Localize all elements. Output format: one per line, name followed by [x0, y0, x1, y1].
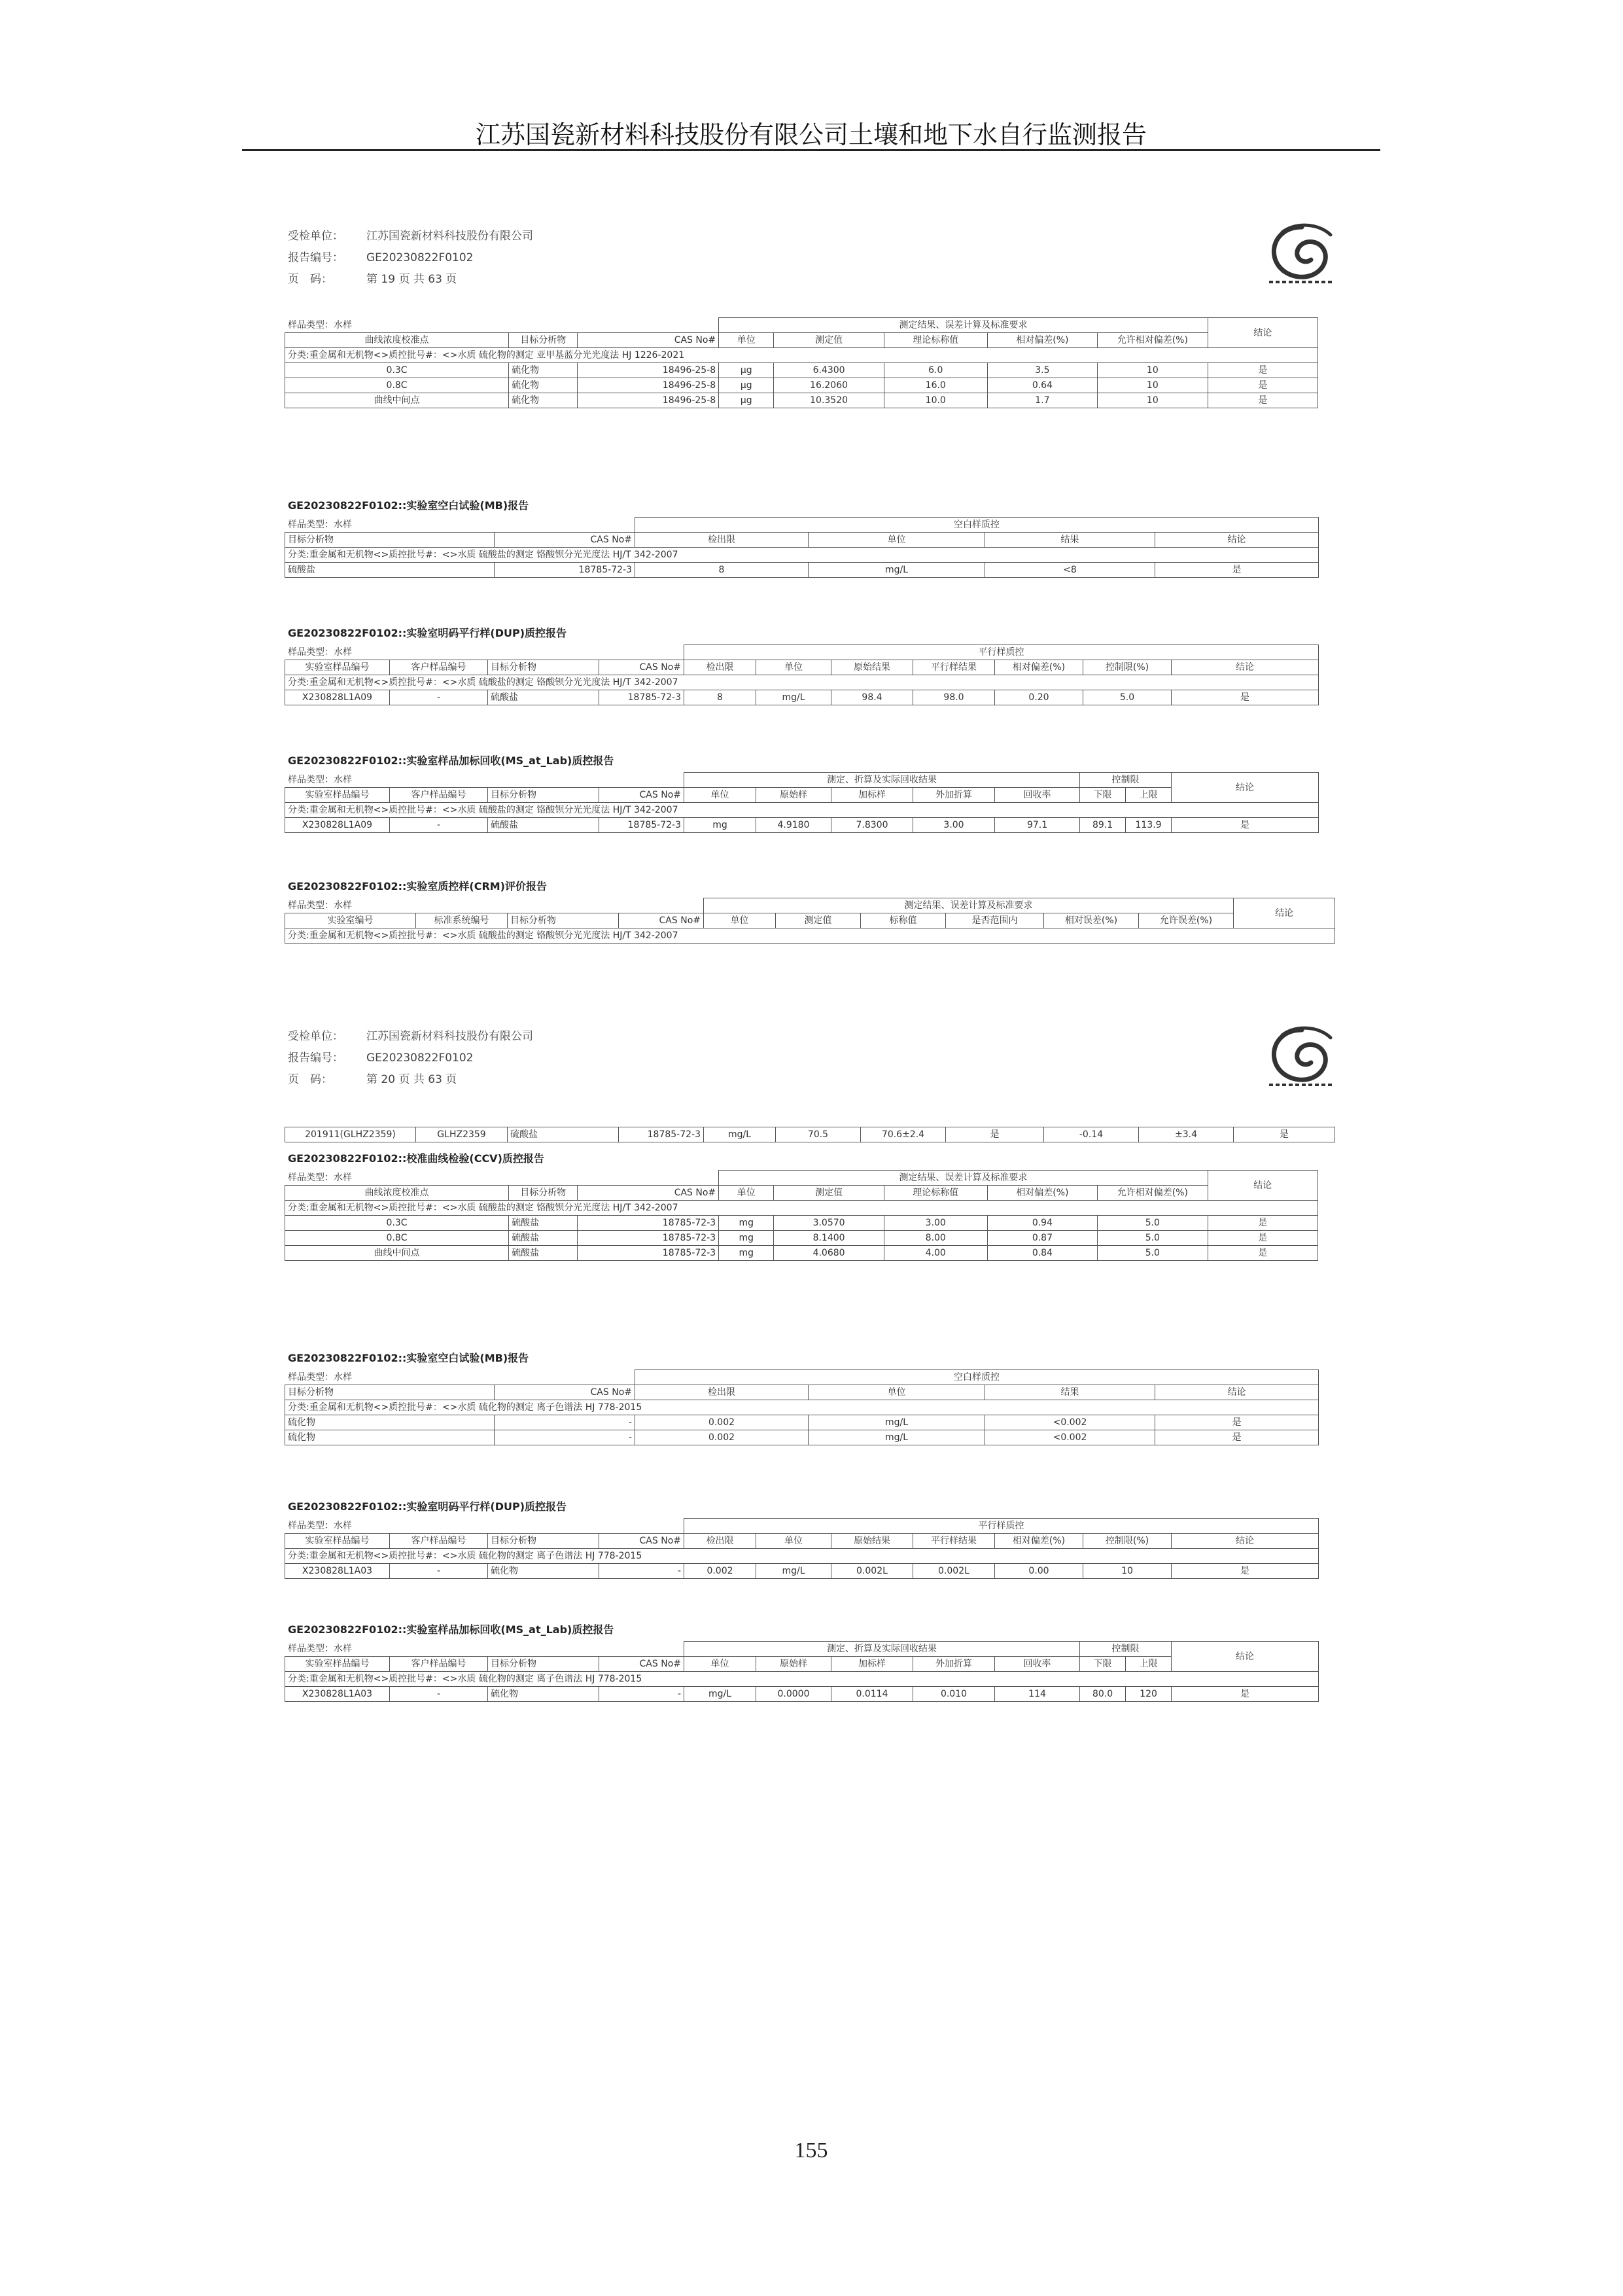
cell: 5.0	[1098, 1231, 1208, 1246]
cell: 18496-25-8	[578, 378, 719, 393]
cell: 0.8C	[285, 1231, 509, 1246]
block1-meta	[288, 226, 533, 291]
cell: 10	[1098, 363, 1208, 378]
cell: 18785-72-3	[495, 563, 635, 578]
page-number: 155	[794, 2138, 828, 2163]
cell: 4.0680	[774, 1246, 884, 1261]
cell: 0.3C	[285, 1216, 509, 1231]
cell: μg	[719, 378, 774, 393]
col-header: 曲线浓度校准点	[285, 1186, 509, 1201]
block2-meta	[288, 1026, 533, 1091]
ccv-table	[285, 1170, 1318, 1261]
method-row: 分类:重金属和无机物<>质控批号#：<>水质 硫化物的测定 离子色谱法 HJ 778-2015	[285, 1400, 1319, 1415]
col-header: 相对偏差(%)	[995, 1534, 1083, 1549]
table-row	[285, 363, 1318, 378]
sample-type: 样品类型：水样	[285, 898, 704, 913]
method-row: 分类:重金属和无机物<>质控批号#：<>水质 硫酸盐的测定 铬酸钡分光光度法 HJ/T 342-2007	[285, 803, 1319, 818]
col-header: 加标样	[831, 788, 913, 803]
group-header: 平行样质控	[684, 1519, 1319, 1534]
report-no-label: 报告编号：	[288, 1051, 343, 1065]
cell: mg/L	[756, 1564, 831, 1579]
cell: mg/L	[809, 1430, 985, 1445]
spike-recovery-table	[285, 1641, 1319, 1702]
cell: -	[390, 1564, 488, 1579]
col-header: 结论	[1172, 660, 1319, 675]
cell: mg	[719, 1231, 774, 1246]
section-title: GE20230822F0102::校准曲线检验(CCV)质控报告	[288, 1152, 544, 1165]
cell: -	[495, 1430, 635, 1445]
cell: 是	[1172, 818, 1319, 833]
client-label: 受检单位：	[288, 1030, 343, 1043]
table-row	[285, 1564, 1319, 1579]
cell: 8	[635, 563, 809, 578]
col-header: 检出限	[635, 1385, 809, 1400]
cell: 硫化物	[285, 1430, 495, 1445]
col-header: 平行样结果	[913, 660, 995, 675]
table-row	[285, 818, 1319, 833]
cell: 18785-72-3	[599, 690, 684, 705]
cell: 89.1	[1080, 818, 1126, 833]
report-no: GE20230822F0102	[366, 1051, 474, 1065]
table-row	[285, 563, 1319, 578]
report-no-label: 报告编号：	[288, 251, 343, 264]
col-header: 目标分析物	[285, 1385, 495, 1400]
col-header: 客户样品编号	[390, 1534, 488, 1549]
col-header: 结论	[1172, 1534, 1319, 1549]
cell: 0.64	[987, 378, 1097, 393]
cell: 硫化物	[509, 363, 578, 378]
col-header: 测定值	[774, 333, 884, 348]
cell: 3.5	[987, 363, 1097, 378]
cell: 硫酸盐	[509, 1246, 578, 1261]
cell: 5.0	[1098, 1216, 1208, 1231]
duplicate-table	[285, 645, 1319, 705]
method-row: 分类:重金属和无机物<>质控批号#：<>水质 硫化物的测定 离子色谱法 HJ 778-2015	[285, 1672, 1319, 1687]
cell: 硫酸盐	[488, 818, 599, 833]
col-header: 客户样品编号	[390, 788, 488, 803]
cell: -0.14	[1044, 1127, 1139, 1142]
cell: 曲线中间点	[285, 1246, 509, 1261]
cell: 113.9	[1126, 818, 1172, 833]
col-header: CAS No#	[495, 533, 635, 548]
conclusion-header: 结论	[1172, 773, 1319, 803]
col-header: 单位	[704, 913, 776, 928]
cell: 114	[995, 1687, 1080, 1702]
conclusion-header: 结论	[1208, 1171, 1318, 1201]
col-header: 原始结果	[831, 1534, 913, 1549]
col-header: CAS No#	[578, 1186, 719, 1201]
col-header: CAS No#	[495, 1385, 635, 1400]
cell: 1.7	[987, 393, 1097, 408]
method-row: 分类:重金属和无机物<>质控批号#：<>水质 硫酸盐的测定 铬酸钡分光光度法 HJ/T 342-2007	[285, 1201, 1318, 1216]
curve-check-table	[285, 317, 1318, 408]
col-header: 单位	[719, 333, 774, 348]
col-header: 结论	[1155, 533, 1319, 548]
col-header: 单位	[756, 660, 831, 675]
cell: 120	[1126, 1687, 1172, 1702]
col-header: 相对偏差(%)	[995, 660, 1083, 675]
sample-type: 样品类型：水样	[285, 1171, 719, 1186]
method-row: 分类:重金属和无机物<>质控批号#：<>水质 硫酸盐的测定 铬酸钡分光光度法 HJ/T 342-2007	[285, 675, 1319, 690]
col-header: 实验室样品编号	[285, 1657, 390, 1672]
col-header: CAS No#	[599, 660, 684, 675]
col-header: 回收率	[995, 1657, 1080, 1672]
col-header: CAS No#	[599, 1657, 684, 1672]
cell: 0.002L	[831, 1564, 913, 1579]
cell: 硫化物	[285, 1415, 495, 1430]
cell: μg	[719, 363, 774, 378]
col-header: 结果	[985, 533, 1155, 548]
page-label: 页 码：	[288, 1073, 332, 1086]
cell: 0.0000	[756, 1687, 831, 1702]
cell: 18496-25-8	[578, 363, 719, 378]
cell: 18785-72-3	[578, 1246, 719, 1261]
col-header: 客户样品编号	[390, 660, 488, 675]
page-text: 第 20 页 共 63 页	[366, 1073, 457, 1086]
cell: mg/L	[756, 690, 831, 705]
cell: ±3.4	[1139, 1127, 1234, 1142]
table-row	[285, 1127, 1335, 1142]
cell: -	[390, 690, 488, 705]
sample-type: 样品类型：水样	[285, 1370, 635, 1385]
table-row	[285, 1246, 1318, 1261]
col-header: 原始样	[756, 1657, 831, 1672]
col-header: 曲线浓度校准点	[285, 333, 509, 348]
cell: 10	[1098, 393, 1208, 408]
cell: -	[495, 1415, 635, 1430]
cell: <8	[985, 563, 1155, 578]
section-title: GE20230822F0102::实验室空白试验(MB)报告	[288, 499, 529, 512]
control-limit-header: 控制限	[1080, 773, 1172, 788]
col-header: 单位	[809, 1385, 985, 1400]
cell: 是	[1172, 1564, 1319, 1579]
cell: 0.3C	[285, 363, 509, 378]
col-header: 目标分析物	[488, 1534, 599, 1549]
conclusion-header: 结论	[1208, 318, 1318, 348]
cell: 0.010	[913, 1687, 995, 1702]
col-header: 下限	[1080, 1657, 1126, 1672]
col-header: 原始结果	[831, 660, 913, 675]
cell: 是	[1208, 1231, 1318, 1246]
section-title: GE20230822F0102::实验室明码平行样(DUP)质控报告	[288, 1500, 567, 1513]
group-header: 平行样质控	[684, 645, 1319, 660]
sample-type: 样品类型：水样	[285, 1642, 684, 1657]
group-header: 测定结果、误差计算及标准要求	[704, 898, 1234, 913]
spike-recovery-table	[285, 772, 1319, 833]
cell: 18496-25-8	[578, 393, 719, 408]
col-header: 实验室样品编号	[285, 788, 390, 803]
cell: X230828L1A09	[285, 690, 390, 705]
col-header: 测定值	[774, 1186, 884, 1201]
document-title: 江苏国瓷新材料科技股份有限公司土壤和地下水自行监测报告	[475, 120, 1147, 149]
cell: mg/L	[704, 1127, 776, 1142]
col-header: 加标样	[831, 1657, 913, 1672]
group-header: 测定、折算及实际回收结果	[684, 1642, 1080, 1657]
cell: 70.5	[776, 1127, 861, 1142]
cell: 0.94	[987, 1216, 1097, 1231]
title-rule	[242, 149, 1380, 151]
cell: mg/L	[809, 563, 985, 578]
cell: 7.8300	[831, 818, 913, 833]
cell: X230828L1A03	[285, 1564, 390, 1579]
cell: 6.4300	[774, 363, 884, 378]
cell: 18785-72-3	[578, 1231, 719, 1246]
cell: 硫化物	[488, 1687, 599, 1702]
col-header: 实验室样品编号	[285, 1534, 390, 1549]
sample-type: 样品类型：水样	[285, 1519, 684, 1534]
section-title: GE20230822F0102::实验室质控样(CRM)评价报告	[288, 880, 547, 892]
cell: mg	[719, 1216, 774, 1231]
col-header: CAS No#	[599, 1534, 684, 1549]
sample-type: 样品类型：水样	[285, 773, 684, 788]
blank-table	[285, 1369, 1319, 1445]
cell: 硫化物	[509, 378, 578, 393]
cell: 0.002	[684, 1564, 756, 1579]
cell: 18785-72-3	[619, 1127, 704, 1142]
group-header: 空白样质控	[635, 518, 1319, 533]
col-header: 单位	[684, 788, 756, 803]
col-header: 允许误差(%)	[1139, 913, 1234, 928]
cell: 8.00	[884, 1231, 987, 1246]
cell: mg	[719, 1246, 774, 1261]
col-header: 外加折算	[913, 1657, 995, 1672]
cell: 硫酸盐	[508, 1127, 619, 1142]
client-name: 江苏国瓷新材料科技股份有限公司	[366, 230, 533, 243]
cell: 6.0	[884, 363, 987, 378]
col-header: 下限	[1080, 788, 1126, 803]
group-header: 测定、折算及实际回收结果	[684, 773, 1080, 788]
group-header: 空白样质控	[635, 1370, 1319, 1385]
method-row: 分类:重金属和无机物<>质控批号#：<>水质 硫酸盐的测定 铬酸钡分光光度法 HJ/T 342-2007	[285, 548, 1319, 563]
col-header: 相对误差(%)	[1044, 913, 1139, 928]
cell: -	[599, 1687, 684, 1702]
col-header: 目标分析物	[488, 660, 599, 675]
method-row: 分类:重金属和无机物<>质控批号#：<>水质 硫化物的测定 离子色谱法 HJ 778-2015	[285, 1549, 1319, 1564]
col-header: 单位	[756, 1534, 831, 1549]
cell: 0.87	[987, 1231, 1097, 1246]
cell: 硫酸盐	[509, 1216, 578, 1231]
col-header: 原始样	[756, 788, 831, 803]
cell: mg	[684, 818, 756, 833]
col-header: 目标分析物	[509, 1186, 578, 1201]
cell: 曲线中间点	[285, 393, 509, 408]
cell: 10.0	[884, 393, 987, 408]
cell: 4.00	[884, 1246, 987, 1261]
col-header: 回收率	[995, 788, 1080, 803]
col-header: CAS No#	[599, 788, 684, 803]
cell: 70.6±2.4	[861, 1127, 946, 1142]
method-row: 分类:重金属和无机物<>质控批号#：<>水质 硫酸盐的测定 铬酸钡分光光度法 HJ/T 342-2007	[285, 928, 1335, 944]
cell: 3.0570	[774, 1216, 884, 1231]
section-title: GE20230822F0102::实验室空白试验(MB)报告	[288, 1352, 529, 1364]
cell: 硫化物	[488, 1564, 599, 1579]
cell: 18785-72-3	[599, 818, 684, 833]
conclusion-header: 结论	[1172, 1642, 1319, 1672]
crm-table	[285, 898, 1335, 944]
col-header: 允许相对偏差(%)	[1098, 1186, 1208, 1201]
page-label: 页 码：	[288, 273, 332, 286]
col-header: CAS No#	[578, 333, 719, 348]
table-row	[285, 1216, 1318, 1231]
cell: 0.0114	[831, 1687, 913, 1702]
cell: GLHZ2359	[416, 1127, 508, 1142]
sample-type: 样品类型：水样	[285, 645, 684, 660]
cell: 0.002	[635, 1430, 809, 1445]
cell: <0.002	[985, 1415, 1155, 1430]
sample-type: 样品类型：水样	[285, 318, 719, 333]
cell: mg/L	[684, 1687, 756, 1702]
col-header: 检出限	[684, 660, 756, 675]
col-header: 上限	[1126, 1657, 1172, 1672]
client-name: 江苏国瓷新材料科技股份有限公司	[366, 1030, 533, 1043]
cell: 是	[1208, 1246, 1318, 1261]
cell: X230828L1A03	[285, 1687, 390, 1702]
cell: 98.0	[913, 690, 995, 705]
col-header: 单位	[719, 1186, 774, 1201]
cell: 16.0	[884, 378, 987, 393]
cell: 0.00	[995, 1564, 1083, 1579]
cell: μg	[719, 393, 774, 408]
cell: 硫酸盐	[509, 1231, 578, 1246]
col-header: 标称值	[861, 913, 946, 928]
cell: 80.0	[1080, 1687, 1126, 1702]
cell: 8.1400	[774, 1231, 884, 1246]
col-header: 理论标称值	[884, 333, 987, 348]
cell: 是	[1172, 690, 1319, 705]
table-row	[285, 378, 1318, 393]
company-logo-icon	[1263, 1022, 1341, 1091]
cell: 0.84	[987, 1246, 1097, 1261]
cell: 硫酸盐	[285, 563, 495, 578]
col-header: 检出限	[635, 533, 809, 548]
cell: 10	[1083, 1564, 1172, 1579]
col-header: 标准系统编号	[416, 913, 508, 928]
cell: 3.00	[884, 1216, 987, 1231]
duplicate-table	[285, 1518, 1319, 1579]
cell: 0.002	[635, 1415, 809, 1430]
cell: 0.8C	[285, 378, 509, 393]
col-header: 结果	[985, 1385, 1155, 1400]
section-title: GE20230822F0102::实验室明码平行样(DUP)质控报告	[288, 627, 567, 639]
col-header: CAS No#	[619, 913, 704, 928]
cell: 10	[1098, 378, 1208, 393]
cell: 是	[1208, 378, 1318, 393]
cell: 4.9180	[756, 818, 831, 833]
col-header: 上限	[1126, 788, 1172, 803]
method-row: 分类:重金属和无机物<>质控批号#：<>水质 硫化物的测定 亚甲基蓝分光光度法 HJ 1226-2021	[285, 348, 1318, 363]
col-header: 目标分析物	[509, 333, 578, 348]
cell: 是	[946, 1127, 1044, 1142]
col-header: 目标分析物	[488, 1657, 599, 1672]
cell: 是	[1155, 1430, 1319, 1445]
blank-table	[285, 517, 1319, 578]
col-header: 结论	[1155, 1385, 1319, 1400]
cell: 0.002L	[913, 1564, 995, 1579]
cell: 是	[1155, 1415, 1319, 1430]
cell: 硫酸盐	[488, 690, 599, 705]
cell: 8	[684, 690, 756, 705]
col-header: 是否范围内	[946, 913, 1044, 928]
cell: -	[390, 1687, 488, 1702]
col-header: 理论标称值	[884, 1186, 987, 1201]
col-header: 相对偏差(%)	[987, 333, 1097, 348]
col-header: 目标分析物	[508, 913, 619, 928]
col-header: 目标分析物	[488, 788, 599, 803]
client-label: 受检单位：	[288, 230, 343, 243]
cell: 是	[1155, 563, 1319, 578]
cell: 是	[1208, 1216, 1318, 1231]
col-header: 单位	[684, 1657, 756, 1672]
col-header: 实验室样品编号	[285, 660, 390, 675]
cell: 是	[1208, 363, 1318, 378]
cell: 16.2060	[774, 378, 884, 393]
cell: 是	[1172, 1687, 1319, 1702]
crm-continued-row	[285, 1127, 1335, 1142]
cell: 5.0	[1098, 1246, 1208, 1261]
cell: 是	[1208, 393, 1318, 408]
cell: 3.00	[913, 818, 995, 833]
col-header: 实验室编号	[285, 913, 416, 928]
table-row	[285, 393, 1318, 408]
col-header: 外加折算	[913, 788, 995, 803]
col-header: 控制限(%)	[1083, 1534, 1172, 1549]
col-header: 测定值	[776, 913, 861, 928]
sample-type: 样品类型：水样	[285, 518, 635, 533]
col-header: 客户样品编号	[390, 1657, 488, 1672]
cell: 硫化物	[509, 393, 578, 408]
table-row	[285, 1430, 1319, 1445]
col-header: 目标分析物	[285, 533, 495, 548]
col-header: 相对偏差(%)	[987, 1186, 1097, 1201]
table-row	[285, 1415, 1319, 1430]
table-row	[285, 690, 1319, 705]
group-header: 测定结果、误差计算及标准要求	[719, 318, 1208, 333]
cell: 0.20	[995, 690, 1083, 705]
company-logo-icon	[1263, 219, 1341, 288]
group-header: 测定结果、误差计算及标准要求	[719, 1171, 1208, 1186]
cell: 18785-72-3	[578, 1216, 719, 1231]
conclusion-header: 结论	[1234, 898, 1335, 928]
col-header: 允许相对偏差(%)	[1098, 333, 1208, 348]
table-row	[285, 1687, 1319, 1702]
cell: mg/L	[809, 1415, 985, 1430]
cell: 98.4	[831, 690, 913, 705]
cell: <0.002	[985, 1430, 1155, 1445]
section-title: GE20230822F0102::实验室样品加标回收(MS_at_Lab)质控报告	[288, 1623, 614, 1636]
cell: 97.1	[995, 818, 1080, 833]
cell: -	[599, 1564, 684, 1579]
table-row	[285, 1231, 1318, 1246]
cell: 10.3520	[774, 393, 884, 408]
col-header: 检出限	[684, 1534, 756, 1549]
cell: -	[390, 818, 488, 833]
section-title: GE20230822F0102::实验室样品加标回收(MS_at_Lab)质控报告	[288, 754, 614, 767]
col-header: 平行样结果	[913, 1534, 995, 1549]
control-limit-header: 控制限	[1080, 1642, 1172, 1657]
cell: 201911(GLHZ2359)	[285, 1127, 416, 1142]
page-text: 第 19 页 共 63 页	[366, 273, 457, 286]
col-header: 控制限(%)	[1083, 660, 1172, 675]
cell: 是	[1234, 1127, 1335, 1142]
cell: X230828L1A09	[285, 818, 390, 833]
report-no: GE20230822F0102	[366, 251, 474, 264]
cell: 5.0	[1083, 690, 1172, 705]
col-header: 单位	[809, 533, 985, 548]
